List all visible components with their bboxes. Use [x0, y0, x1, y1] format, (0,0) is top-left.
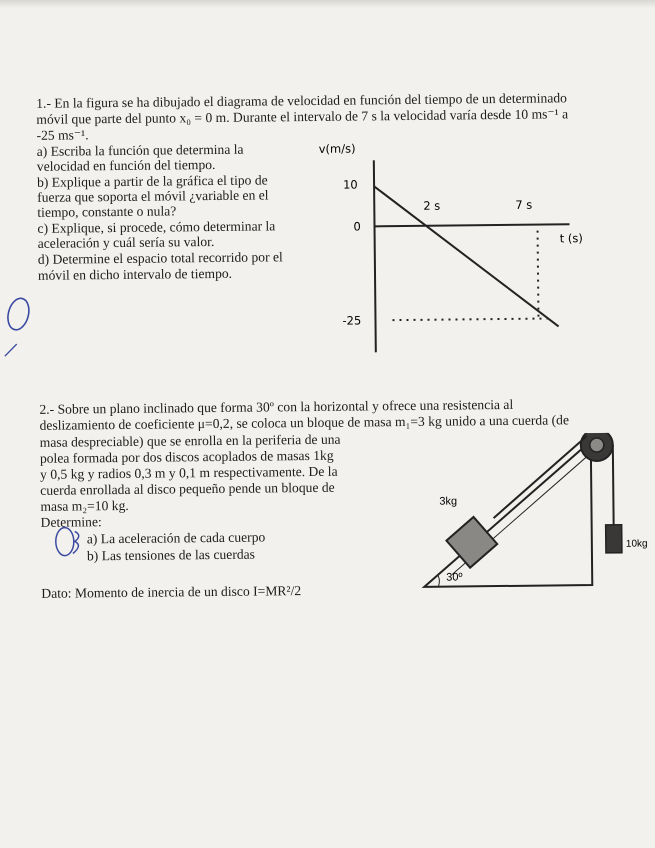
determine-heading: Determine: [40, 514, 102, 530]
y-axis [374, 160, 376, 352]
x-axis-label: t (s) [559, 231, 583, 246]
block-10kg [606, 525, 622, 553]
incline-triangle [423, 441, 592, 587]
inclined-plane-diagram [411, 432, 655, 645]
question-c-line1: c) Explique, si procede, cómo determinar la [37, 218, 276, 236]
tick-label-10: 10 [342, 177, 358, 192]
y-axis-label: v(m/s) [318, 141, 356, 156]
exam-sheet [22, 78, 649, 764]
angle-arc [438, 576, 439, 587]
x-axis [375, 224, 570, 226]
annotation-2s: 2 s [423, 198, 441, 213]
rope-to-block2 [613, 445, 614, 525]
question-2b: b) Las tensiones de las cuerdas [86, 546, 255, 564]
problem1-line3: -25 ms⁻¹. [36, 127, 89, 143]
angle-label: 30º [446, 571, 463, 584]
handwritten-score-mark [49, 523, 89, 563]
problem2-text-1: Sobre un plano inclinado que forma 30º con la horizontal y ofrece una resistencia al [57, 396, 514, 417]
problem2-line2: deslizamiento de coeficiente μ=0,2, se coloca un bloque de masa m₁=3 kg unido a una cuerda (de [39, 412, 570, 433]
annotation-7s: 7 s [515, 197, 533, 212]
problem2-line6: cuerda enrollada al disco pequeño pende un bloque de [40, 479, 335, 498]
page-edge-shadow [0, 0, 655, 8]
dotted-line-neg25 [392, 318, 552, 320]
question-c-line2: aceleración y cuál sería su valor. [37, 233, 215, 251]
problem2-line3: masa despreciable) que se enrolla en la periferia de una [39, 431, 341, 450]
question-a-line1: a) Escriba la función que determina la [36, 141, 244, 159]
handwritten-zero-mark [0, 294, 59, 365]
problem2-line4: polea formada por dos discos acoplados de masas 1kg [39, 447, 334, 466]
question-b-line3: tiempo, constante o nula? [37, 203, 177, 220]
rope-to-block1 [493, 436, 588, 518]
question-d-line1: d) Determine el espacio total recorrido por el [37, 249, 283, 267]
problem2-line5: y 0,5 kg y radios 0,3 m y 0,1 m respectivamente. De la [40, 463, 338, 482]
dotted-line-7s [538, 231, 539, 319]
question-2a: a) La aceleración de cada cuerpo [86, 529, 266, 547]
question-a-line2: velocidad en función del tiempo. [36, 156, 216, 174]
question-b-line2: fuerza que soporta el móvil ¿variable en el [37, 187, 269, 205]
problem2-line7: masa m₂=10 kg. [40, 497, 129, 514]
pulley-small-disc [590, 438, 604, 452]
problem2-number: 2.- [39, 401, 55, 417]
tick-label-0: 0 [353, 219, 361, 234]
question-b-line1: b) Explique a partir de la gráfica el tipo de [36, 172, 268, 190]
problem1-line1: 1.- En la figura se ha dibujado el diagrama de velocidad en función del tiempo de un determinado [36, 90, 567, 111]
problem1-line2: móvil que parte del punto x₀ = 0 m. Durante el intervalo de 7 s la velocidad varía desde 10 ms⁻¹ a [36, 106, 569, 127]
velocity-time-graph [319, 138, 632, 401]
question-d-line2: móvil en dicho intervalo de tiempo. [37, 265, 233, 283]
dato-note: Dato: Momento de inercia de un disco I=MR²/2 [41, 583, 302, 601]
tick-label-neg25: -25 [342, 313, 362, 328]
block1-mass-label: 3kg [439, 495, 458, 508]
block2-mass-label: 10kg [625, 538, 648, 550]
